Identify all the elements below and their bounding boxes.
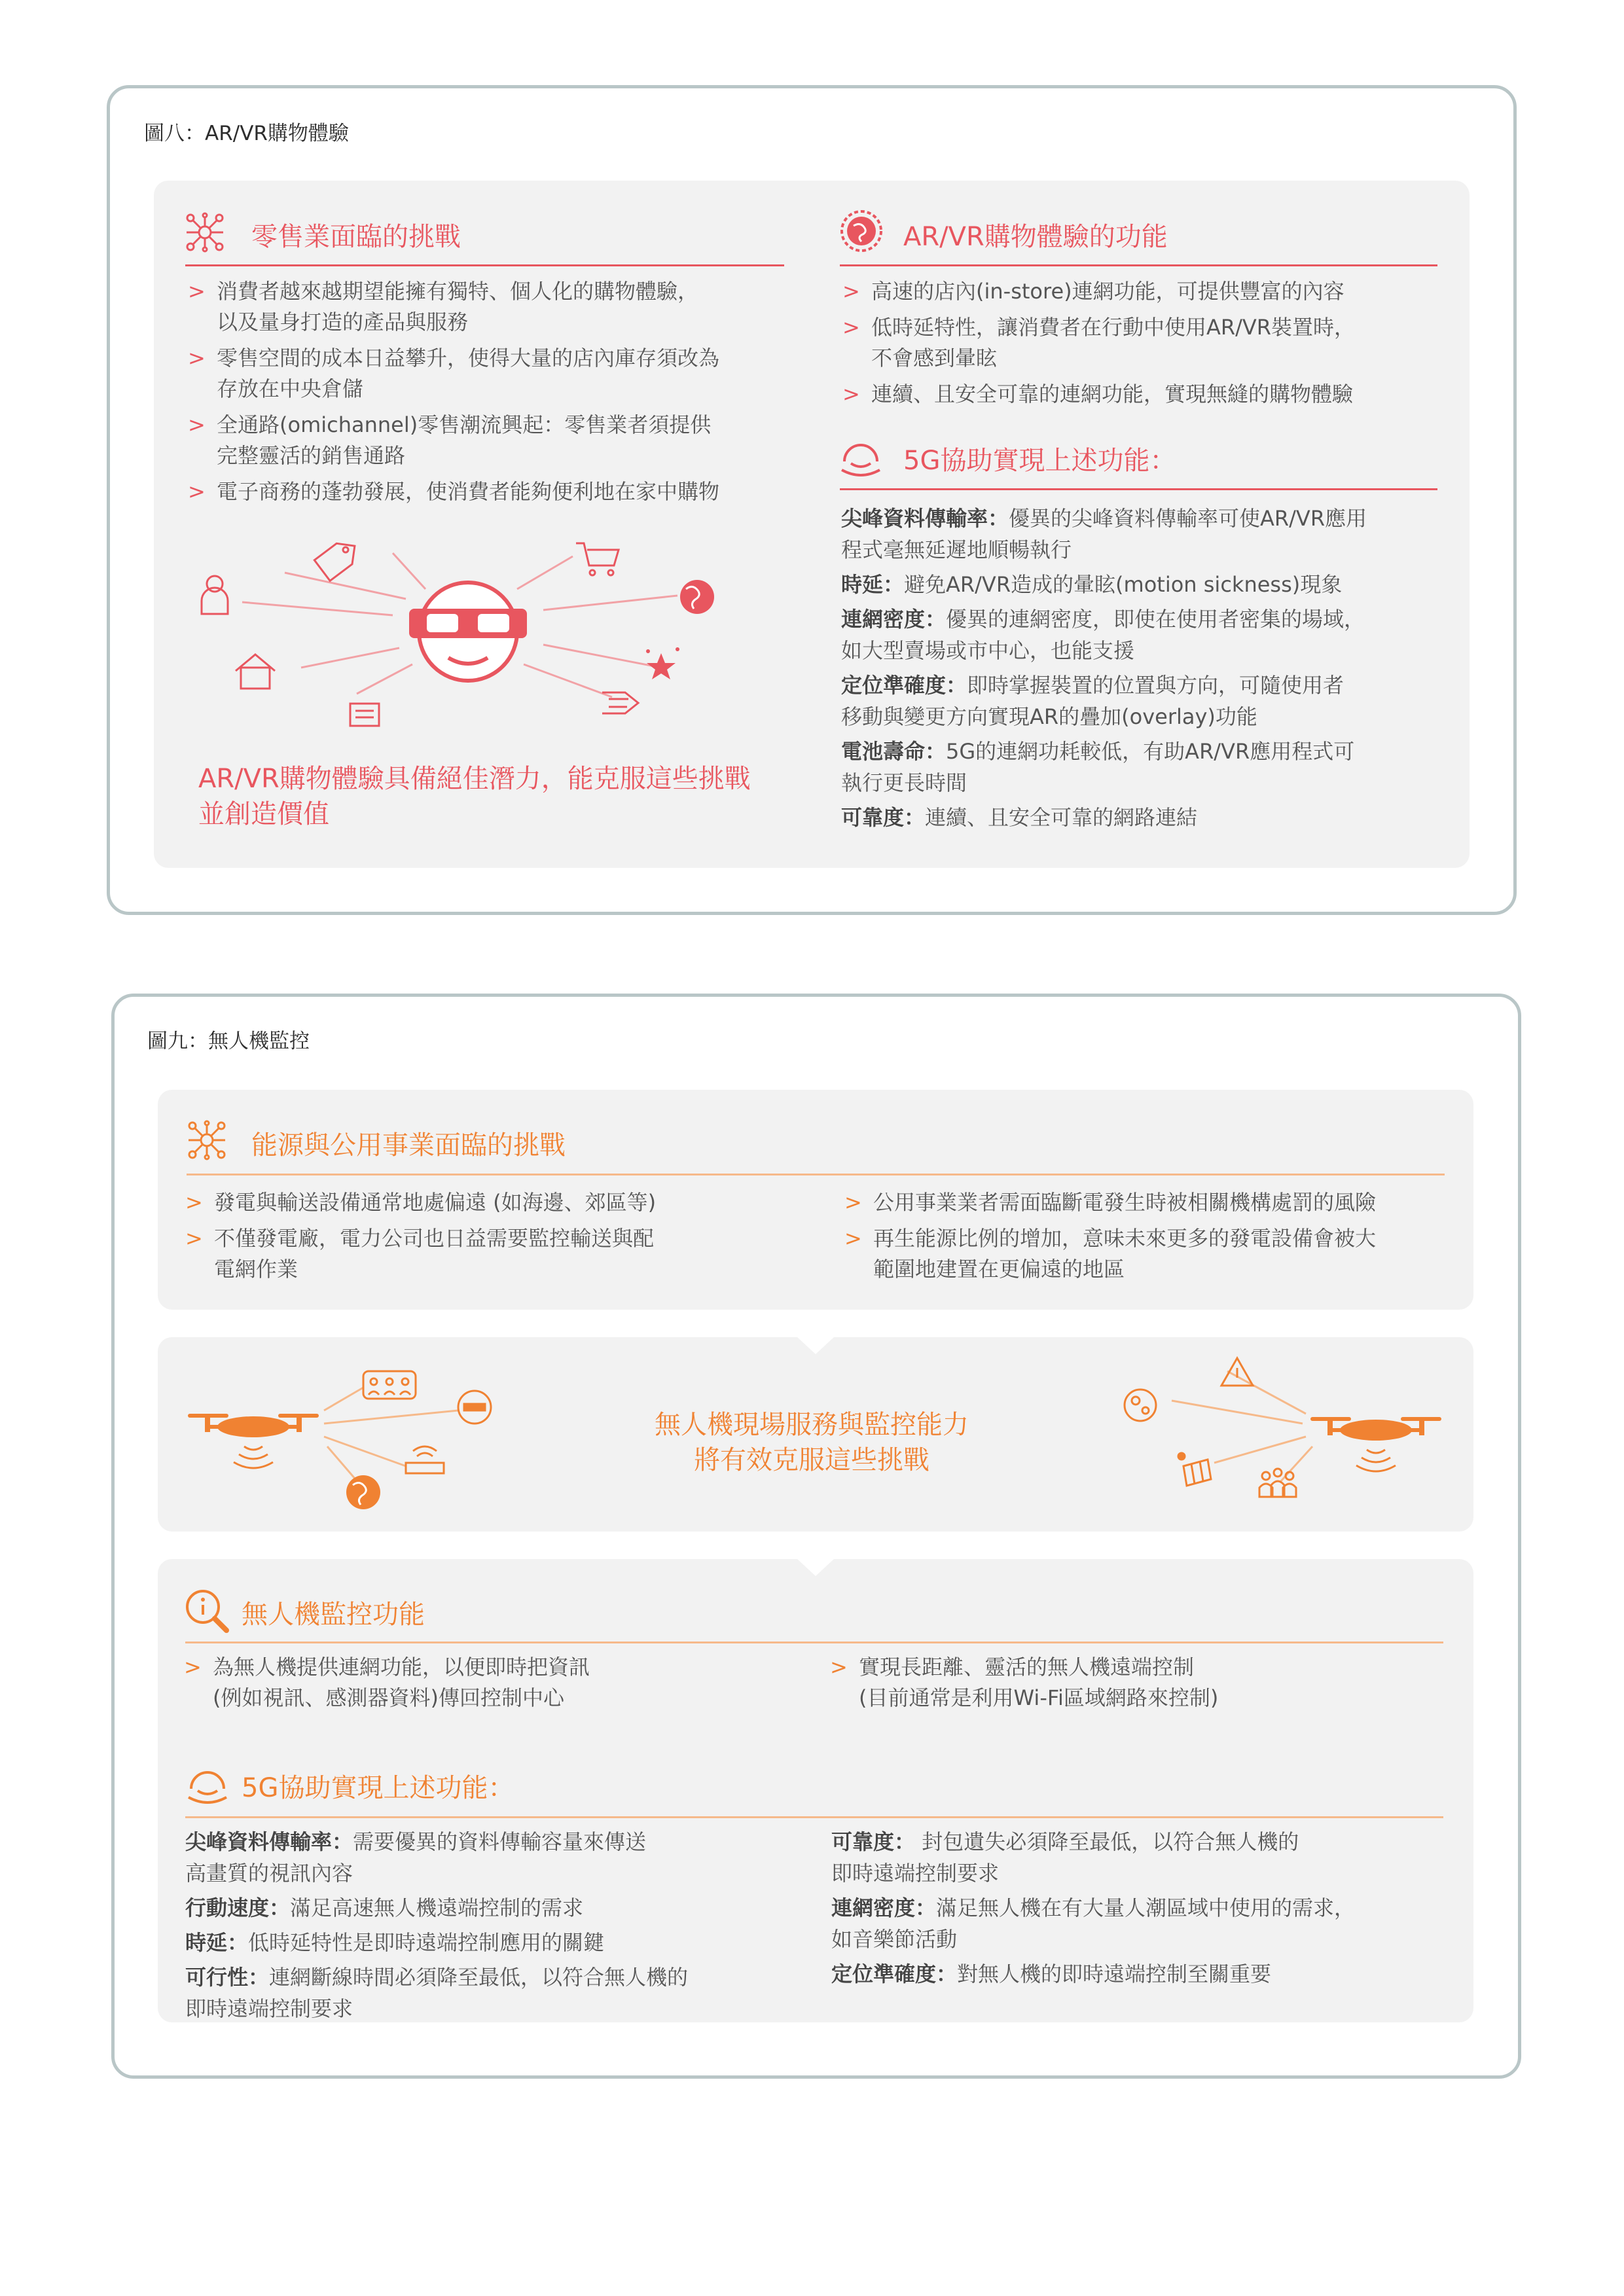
figure-8-label: 圖八：AR/VR購物體驗	[144, 122, 349, 145]
list-item: > 全通路(omichannel)零售潮流興起：零售業者須提供 完整靈活的銷售通路	[188, 412, 712, 468]
5g-support-left	[185, 1826, 807, 2028]
figure-9-label: 圖九：無人機監控	[147, 1030, 310, 1053]
list-item: > 消費者越來越期望能擁有獨特、個人化的購物體驗， 以及量身打造的產品與服務	[188, 279, 699, 334]
globe-icon	[680, 580, 714, 614]
router-icon	[406, 1446, 444, 1473]
drone-icon	[188, 1414, 319, 1437]
receipt-icon	[350, 704, 379, 726]
list-item: > 公用事業業者需面臨斷電發生時被相關機構處罰的風險	[844, 1190, 1377, 1215]
list-item: > 連續、且安全可靠的連網功能，實現無縫的購物體驗	[842, 382, 1354, 406]
drone-icon	[1310, 1417, 1441, 1441]
detail-item: 尖峰資料傳輸率：優異的尖峰資料傳輸率可使AR/VR應用 程式毫無延遲地順暢執行	[841, 506, 1367, 562]
user-icon	[202, 576, 228, 614]
detail-item: 時延：低時延特性是即時遠端控制應用的關鍵	[185, 1930, 605, 1955]
divider	[187, 1174, 1445, 1175]
5g-signal-icon	[185, 1759, 230, 1805]
detail-item: 定位準確度：對無人機的即時遠端控制至關重要	[831, 1962, 1272, 1986]
globe-icon	[346, 1475, 380, 1509]
drone-right-illustration	[1113, 1352, 1453, 1509]
divider	[840, 264, 1437, 266]
5g-support-right	[831, 1826, 1453, 1993]
energy-challenges-title: 能源與公用事業面臨的挑戰	[251, 1130, 566, 1160]
panel-notch	[797, 1559, 834, 1576]
cart-icon	[576, 543, 619, 575]
meter-icon	[1125, 1390, 1156, 1421]
5g-support-details	[841, 503, 1456, 836]
retail-challenges-title: 零售業面臨的挑戰	[251, 222, 461, 252]
detail-item: 連網密度：優異的連網密度，即使在使用者密集的場域， 如大型賣場或市中心，也能支援	[841, 607, 1365, 663]
detail-item: 尖峰資料傳輸率：需要優異的資料傳輸容量來傳送 高畫質的視訊內容	[185, 1829, 647, 1886]
divider	[185, 1816, 1443, 1818]
solar-panel-icon	[1178, 1453, 1211, 1486]
list-item: > 零售空間的成本日益攀升，使得大量的店內庫存須改為 存放在中央倉儲	[188, 346, 720, 401]
divider	[185, 1641, 1443, 1643]
detail-item: 可靠度：連續、且安全可靠的網路連結	[841, 805, 1198, 830]
drone-left-illustration	[187, 1358, 566, 1518]
divider	[185, 264, 784, 266]
arvr-features-list	[842, 276, 1445, 415]
detail-item: 定位準確度：即時掌握裝置的位置與方向，可隨使用者 移動與變更方向實現AR的疊加(overlay)功能	[841, 673, 1344, 729]
people-icon	[363, 1371, 416, 1399]
network-icon	[187, 1121, 226, 1160]
detail-item: 時延：避免AR/VR造成的暈眩(motion sickness)現象	[841, 572, 1343, 597]
detail-item: 連網密度：滿足無人機在有大量人潮區域中使用的需求， 如音樂節活動	[831, 1895, 1356, 1952]
vr-headset-icon	[409, 583, 527, 681]
list-item: > 高速的店內(in-store)連網功能，可提供豐富的內容	[842, 279, 1344, 304]
list-item: > 電子商務的蓬勃發展，使消費者能夠便利地在家中購物	[188, 479, 720, 504]
divider	[840, 488, 1437, 490]
5g-support-title: 5G協助實現上述功能：	[242, 1773, 514, 1803]
list-item: > 低時延特性，讓消費者在行動中使用AR/VR裝置時， 不會感到暈眩	[842, 315, 1356, 370]
drone-services-text: 無人機現場服務與監控能力 將有效克服這些挑戰	[655, 1410, 969, 1475]
meter-icon	[458, 1391, 491, 1424]
5g-signal-icon	[838, 432, 884, 478]
detail-item: 可行性：連網斷線時間必須降至最低，以符合無人機的 即時遠端控制要求	[185, 1965, 689, 2021]
stars-icon	[646, 647, 679, 679]
energy-challenges-left	[185, 1187, 801, 1290]
home-icon	[236, 655, 275, 689]
drone-functions-title: 無人機監控功能	[242, 1600, 425, 1630]
detail-item: 行動速度：滿足高速無人機遠端控制的需求	[185, 1895, 584, 1920]
energy-challenges-right	[844, 1187, 1460, 1290]
drone-functions-left	[184, 1652, 799, 1719]
list-item: > 實現長距離、靈活的無人機遠端控制 (目前通常是利用Wi-Fi區域網路來控制)	[830, 1655, 1219, 1710]
price-tag-icon	[312, 541, 355, 584]
panel-notch	[797, 1337, 834, 1354]
drone-functions-right	[830, 1652, 1445, 1719]
arvr-conclusion: AR/VR購物體驗具備絕佳潛力，能克服這些挑戰 並創造價值	[198, 764, 751, 829]
list-item: > 不僅發電廠，電力公司也日益需要監控輸送與配 電網作業	[185, 1226, 655, 1282]
arvr-illustration	[190, 537, 753, 753]
globe-icon	[838, 207, 885, 255]
5g-support-title: 5G協助實現上述功能：	[903, 446, 1176, 476]
list-item: > 發電與輸送設備通常地處偏遠 (如海邊、郊區等)	[185, 1190, 657, 1215]
detail-item: 可靠度： 封包遺失必須降至最低，以符合無人機的 即時遠端控制要求	[831, 1829, 1299, 1886]
list-item: > 為無人機提供連網功能，以便即時把資訊 (例如視訊、感測器資料)傳回控制中心	[184, 1655, 590, 1710]
list-item: > 再生能源比例的增加，意味未來更多的發電設備會被大 範圍地建置在更偏遠的地區	[844, 1226, 1377, 1282]
detail-item: 電池壽命：5G的連網功耗較低，有助AR/VR應用程式可 執行更長時間	[841, 739, 1355, 795]
network-icon	[185, 213, 225, 252]
search-info-icon	[183, 1587, 230, 1634]
people-icon	[1259, 1469, 1296, 1497]
retail-challenges-list	[188, 276, 797, 512]
arvr-features-title: AR/VR購物體驗的功能	[903, 222, 1168, 252]
